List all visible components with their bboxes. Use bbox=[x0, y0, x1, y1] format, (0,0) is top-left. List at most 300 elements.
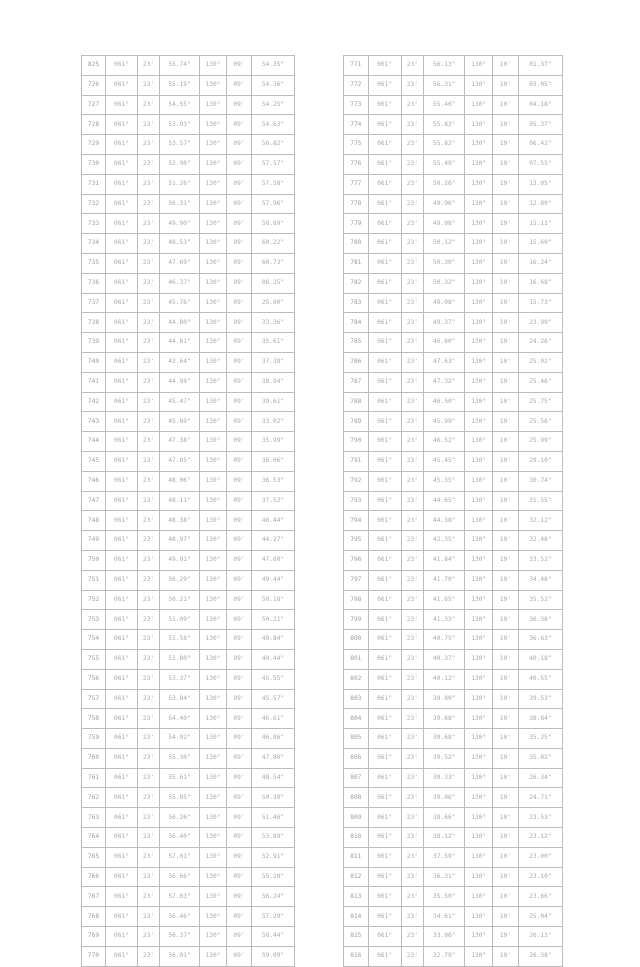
lat-minutes-cell: 23' bbox=[138, 234, 160, 254]
lon-degrees-cell: 130° bbox=[200, 135, 227, 155]
lon-seconds-cell: 15.60" bbox=[518, 234, 562, 254]
lon-degrees-cell: 130° bbox=[200, 432, 227, 452]
table-row bbox=[82, 630, 295, 650]
lat-minutes-cell: 23' bbox=[401, 907, 424, 927]
lat-minutes-cell: 23' bbox=[401, 75, 424, 95]
lat-seconds-cell: 42.35" bbox=[424, 531, 465, 551]
lat-seconds-cell: 55.85" bbox=[160, 788, 200, 808]
point-number-cell: 778 bbox=[344, 194, 369, 214]
lon-minutes-cell: 09' bbox=[227, 253, 252, 273]
point-number-cell: 732 bbox=[82, 194, 106, 214]
lat-degrees-cell: 061° bbox=[106, 115, 138, 135]
table-row bbox=[82, 95, 295, 115]
lon-minutes-cell: 10' bbox=[493, 887, 519, 907]
lon-degrees-cell: 130° bbox=[465, 333, 493, 353]
lat-degrees-cell: 061° bbox=[106, 174, 138, 194]
lon-degrees-cell: 130° bbox=[465, 610, 493, 630]
lat-degrees-cell: 061° bbox=[106, 649, 138, 669]
lat-minutes-cell: 23' bbox=[138, 887, 160, 907]
table-row bbox=[82, 174, 295, 194]
lat-degrees-cell: 061° bbox=[368, 689, 401, 709]
lon-minutes-cell: 10' bbox=[493, 828, 519, 848]
table-row bbox=[344, 75, 563, 95]
table-row bbox=[344, 630, 563, 650]
lon-seconds-cell: 33.52" bbox=[518, 550, 562, 570]
point-number-cell: 763 bbox=[82, 808, 106, 828]
table-row bbox=[82, 293, 295, 313]
lon-seconds-cell: 04.18" bbox=[518, 95, 562, 115]
lat-seconds-cell: 40.37" bbox=[424, 649, 465, 669]
lat-minutes-cell: 23' bbox=[401, 333, 424, 353]
lon-minutes-cell: 09' bbox=[227, 570, 252, 590]
lat-seconds-cell: 44.38" bbox=[424, 511, 465, 531]
lat-seconds-cell: 56.40" bbox=[160, 828, 200, 848]
lat-seconds-cell: 49.91" bbox=[160, 550, 200, 570]
lat-seconds-cell: 53.84" bbox=[160, 689, 200, 709]
lon-degrees-cell: 130° bbox=[465, 115, 493, 135]
point-number-cell: 781 bbox=[344, 253, 369, 273]
point-number-cell: 754 bbox=[82, 630, 106, 650]
lat-degrees-cell: 061° bbox=[368, 649, 401, 669]
lon-seconds-cell: 40.44" bbox=[252, 511, 295, 531]
lat-degrees-cell: 061° bbox=[106, 570, 138, 590]
lon-minutes-cell: 09' bbox=[227, 788, 252, 808]
point-number-cell: 767 bbox=[82, 887, 106, 907]
lat-minutes-cell: 23' bbox=[401, 887, 424, 907]
lat-minutes-cell: 23' bbox=[138, 95, 160, 115]
lon-seconds-cell: 23.66" bbox=[518, 887, 562, 907]
lat-degrees-cell: 061° bbox=[368, 56, 401, 76]
lon-degrees-cell: 130° bbox=[200, 56, 227, 76]
lat-seconds-cell: 49.96" bbox=[424, 194, 465, 214]
lon-degrees-cell: 130° bbox=[200, 412, 227, 432]
lat-minutes-cell: 23' bbox=[401, 511, 424, 531]
lon-degrees-cell: 130° bbox=[465, 56, 493, 76]
lat-seconds-cell: 33.96" bbox=[424, 927, 465, 947]
lat-degrees-cell: 061° bbox=[106, 451, 138, 471]
lon-minutes-cell: 09' bbox=[227, 511, 252, 531]
lon-minutes-cell: 09' bbox=[227, 867, 252, 887]
lon-seconds-cell: 36.06" bbox=[252, 451, 295, 471]
lon-degrees-cell: 130° bbox=[200, 273, 227, 293]
lat-seconds-cell: 56.01" bbox=[160, 946, 200, 966]
lon-minutes-cell: 09' bbox=[227, 333, 252, 353]
table-row bbox=[344, 154, 563, 174]
table-row bbox=[344, 352, 563, 372]
lon-minutes-cell: 10' bbox=[493, 333, 519, 353]
lat-seconds-cell: 43.64" bbox=[160, 352, 200, 372]
lat-seconds-cell: 45.89" bbox=[160, 412, 200, 432]
lat-minutes-cell: 23' bbox=[138, 610, 160, 630]
lon-seconds-cell: 01.37" bbox=[518, 56, 562, 76]
lat-minutes-cell: 23' bbox=[138, 273, 160, 293]
lon-degrees-cell: 130° bbox=[465, 293, 493, 313]
lon-minutes-cell: 10' bbox=[493, 709, 519, 729]
lat-minutes-cell: 23' bbox=[138, 828, 160, 848]
lat-seconds-cell: 48.11" bbox=[160, 491, 200, 511]
lon-seconds-cell: 31.55" bbox=[518, 491, 562, 511]
lon-degrees-cell: 130° bbox=[200, 669, 227, 689]
table-row bbox=[82, 471, 295, 491]
lon-minutes-cell: 10' bbox=[493, 56, 519, 76]
lon-seconds-cell: 24.71" bbox=[518, 788, 562, 808]
lat-seconds-cell: 47.63" bbox=[424, 352, 465, 372]
lon-seconds-cell: 54.63" bbox=[252, 115, 295, 135]
lat-minutes-cell: 23' bbox=[401, 669, 424, 689]
lon-minutes-cell: 09' bbox=[227, 471, 252, 491]
lat-seconds-cell: 40.75" bbox=[424, 630, 465, 650]
lon-degrees-cell: 130° bbox=[465, 194, 493, 214]
lon-minutes-cell: 10' bbox=[493, 392, 519, 412]
lat-degrees-cell: 061° bbox=[106, 392, 138, 412]
point-number-cell: 793 bbox=[344, 491, 369, 511]
lon-degrees-cell: 130° bbox=[465, 214, 493, 234]
lat-seconds-cell: 40.12" bbox=[424, 669, 465, 689]
lon-degrees-cell: 130° bbox=[465, 729, 493, 749]
lat-degrees-cell: 061° bbox=[368, 135, 401, 155]
lon-degrees-cell: 130° bbox=[200, 590, 227, 610]
lat-degrees-cell: 061° bbox=[106, 689, 138, 709]
lat-seconds-cell: 44.65" bbox=[424, 491, 465, 511]
lat-seconds-cell: 55.61" bbox=[160, 768, 200, 788]
lat-seconds-cell: 45.47" bbox=[160, 392, 200, 412]
lat-degrees-cell: 061° bbox=[106, 748, 138, 768]
lat-degrees-cell: 061° bbox=[368, 75, 401, 95]
point-number-cell: 825 bbox=[82, 56, 106, 76]
point-number-cell: 731 bbox=[82, 174, 106, 194]
lon-minutes-cell: 10' bbox=[493, 432, 519, 452]
lon-degrees-cell: 130° bbox=[200, 570, 227, 590]
point-number-cell: 748 bbox=[82, 511, 106, 531]
point-number-cell: 797 bbox=[344, 570, 369, 590]
lat-degrees-cell: 061° bbox=[106, 313, 138, 333]
point-number-cell: 734 bbox=[82, 234, 106, 254]
lat-minutes-cell: 23' bbox=[138, 214, 160, 234]
lon-degrees-cell: 130° bbox=[200, 214, 227, 234]
point-number-cell: 770 bbox=[82, 946, 106, 966]
lat-minutes-cell: 23' bbox=[401, 590, 424, 610]
lat-seconds-cell: 47.38" bbox=[160, 432, 200, 452]
point-number-cell: 758 bbox=[82, 709, 106, 729]
lon-seconds-cell: 60.22" bbox=[252, 234, 295, 254]
table-row bbox=[82, 867, 295, 887]
lat-seconds-cell: 45.76" bbox=[160, 293, 200, 313]
lon-seconds-cell: 35.52" bbox=[518, 590, 562, 610]
lon-minutes-cell: 10' bbox=[493, 946, 519, 966]
lat-seconds-cell: 53.93" bbox=[160, 115, 200, 135]
lat-degrees-cell: 061° bbox=[106, 75, 138, 95]
lon-minutes-cell: 10' bbox=[493, 372, 519, 392]
point-number-cell: 815 bbox=[344, 927, 369, 947]
lon-minutes-cell: 09' bbox=[227, 610, 252, 630]
lon-minutes-cell: 09' bbox=[227, 491, 252, 511]
lon-seconds-cell: 39.61" bbox=[252, 392, 295, 412]
lat-seconds-cell: 45.35" bbox=[424, 471, 465, 491]
point-number-cell: 813 bbox=[344, 887, 369, 907]
lat-degrees-cell: 061° bbox=[368, 867, 401, 887]
lat-minutes-cell: 23' bbox=[401, 115, 424, 135]
lon-degrees-cell: 130° bbox=[200, 95, 227, 115]
lat-seconds-cell: 47.32" bbox=[424, 372, 465, 392]
lat-minutes-cell: 23' bbox=[138, 531, 160, 551]
lat-degrees-cell: 061° bbox=[368, 115, 401, 135]
lat-minutes-cell: 23' bbox=[138, 352, 160, 372]
lat-seconds-cell: 48.38" bbox=[160, 511, 200, 531]
lon-minutes-cell: 10' bbox=[493, 927, 519, 947]
lon-minutes-cell: 09' bbox=[227, 154, 252, 174]
table-row bbox=[344, 946, 563, 966]
lat-degrees-cell: 061° bbox=[368, 174, 401, 194]
lon-minutes-cell: 09' bbox=[227, 748, 252, 768]
lon-seconds-cell: 33.02" bbox=[252, 412, 295, 432]
lat-minutes-cell: 23' bbox=[138, 174, 160, 194]
lon-degrees-cell: 130° bbox=[465, 689, 493, 709]
lon-degrees-cell: 130° bbox=[200, 491, 227, 511]
lon-degrees-cell: 130° bbox=[465, 451, 493, 471]
lon-minutes-cell: 09' bbox=[227, 847, 252, 867]
lat-degrees-cell: 061° bbox=[106, 729, 138, 749]
lon-degrees-cell: 130° bbox=[465, 253, 493, 273]
lat-degrees-cell: 061° bbox=[106, 550, 138, 570]
lat-seconds-cell: 54.40" bbox=[160, 709, 200, 729]
lat-minutes-cell: 23' bbox=[138, 511, 160, 531]
table-row bbox=[82, 313, 295, 333]
point-number-cell: 794 bbox=[344, 511, 369, 531]
lat-seconds-cell: 52.90" bbox=[160, 154, 200, 174]
point-number-cell: 791 bbox=[344, 451, 369, 471]
lon-seconds-cell: 29.10" bbox=[518, 451, 562, 471]
table-row bbox=[344, 828, 563, 848]
table-row bbox=[344, 689, 563, 709]
lat-seconds-cell: 39.52" bbox=[424, 748, 465, 768]
lat-seconds-cell: 55.19" bbox=[160, 75, 200, 95]
lat-seconds-cell: 46.60" bbox=[424, 333, 465, 353]
lon-degrees-cell: 130° bbox=[200, 392, 227, 412]
lon-degrees-cell: 130° bbox=[200, 748, 227, 768]
lat-minutes-cell: 23' bbox=[401, 709, 424, 729]
lat-degrees-cell: 061° bbox=[368, 709, 401, 729]
table-row bbox=[82, 946, 295, 966]
lon-seconds-cell: 36.63" bbox=[518, 630, 562, 650]
table-row bbox=[82, 412, 295, 432]
lat-seconds-cell: 32.79" bbox=[424, 946, 465, 966]
lat-degrees-cell: 061° bbox=[106, 194, 138, 214]
lat-minutes-cell: 23' bbox=[138, 194, 160, 214]
lon-degrees-cell: 130° bbox=[465, 550, 493, 570]
lat-minutes-cell: 23' bbox=[401, 214, 424, 234]
lon-minutes-cell: 09' bbox=[227, 273, 252, 293]
point-number-cell: 733 bbox=[82, 214, 106, 234]
lon-minutes-cell: 09' bbox=[227, 828, 252, 848]
lon-seconds-cell: 25.99" bbox=[518, 432, 562, 452]
lat-minutes-cell: 23' bbox=[401, 788, 424, 808]
lat-degrees-cell: 061° bbox=[368, 788, 401, 808]
lat-seconds-cell: 39.68" bbox=[424, 729, 465, 749]
point-number-cell: 801 bbox=[344, 649, 369, 669]
lon-seconds-cell: 25.04" bbox=[518, 907, 562, 927]
point-number-cell: 745 bbox=[82, 451, 106, 471]
lat-seconds-cell: 50.12" bbox=[424, 234, 465, 254]
point-number-cell: 751 bbox=[82, 570, 106, 590]
point-number-cell: 773 bbox=[344, 95, 369, 115]
point-number-cell: 736 bbox=[82, 273, 106, 293]
lon-seconds-cell: 25.02" bbox=[518, 352, 562, 372]
lat-degrees-cell: 061° bbox=[368, 531, 401, 551]
lat-seconds-cell: 57.01" bbox=[160, 847, 200, 867]
lon-minutes-cell: 09' bbox=[227, 590, 252, 610]
lon-seconds-cell: 35.61" bbox=[252, 333, 295, 353]
lon-seconds-cell: 58.44" bbox=[252, 927, 295, 947]
lat-minutes-cell: 23' bbox=[138, 570, 160, 590]
lon-degrees-cell: 130° bbox=[465, 649, 493, 669]
lon-minutes-cell: 10' bbox=[493, 511, 519, 531]
point-number-cell: 749 bbox=[82, 531, 106, 551]
lat-minutes-cell: 23' bbox=[138, 293, 160, 313]
lat-seconds-cell: 41.70" bbox=[424, 570, 465, 590]
lon-degrees-cell: 130° bbox=[465, 75, 493, 95]
lat-seconds-cell: 50.26" bbox=[424, 174, 465, 194]
table-row bbox=[344, 333, 563, 353]
lon-minutes-cell: 10' bbox=[493, 669, 519, 689]
lat-degrees-cell: 061° bbox=[106, 214, 138, 234]
lon-minutes-cell: 09' bbox=[227, 808, 252, 828]
lon-degrees-cell: 130° bbox=[200, 372, 227, 392]
table-row bbox=[82, 253, 295, 273]
lat-degrees-cell: 061° bbox=[106, 768, 138, 788]
point-number-cell: 756 bbox=[82, 669, 106, 689]
lon-degrees-cell: 130° bbox=[200, 768, 227, 788]
lon-seconds-cell: 40.55" bbox=[518, 669, 562, 689]
lat-degrees-cell: 061° bbox=[368, 214, 401, 234]
lat-degrees-cell: 061° bbox=[106, 511, 138, 531]
lat-minutes-cell: 23' bbox=[401, 748, 424, 768]
lat-seconds-cell: 38.66" bbox=[424, 808, 465, 828]
lat-seconds-cell: 50.29" bbox=[160, 570, 200, 590]
lat-minutes-cell: 23' bbox=[138, 451, 160, 471]
point-number-cell: 762 bbox=[82, 788, 106, 808]
lat-minutes-cell: 23' bbox=[401, 194, 424, 214]
lon-degrees-cell: 130° bbox=[465, 590, 493, 610]
point-number-cell: 746 bbox=[82, 471, 106, 491]
lat-degrees-cell: 061° bbox=[368, 194, 401, 214]
lat-seconds-cell: 54.55" bbox=[160, 95, 200, 115]
lat-degrees-cell: 061° bbox=[368, 828, 401, 848]
lon-degrees-cell: 130° bbox=[200, 907, 227, 927]
lon-seconds-cell: 47.80" bbox=[252, 748, 295, 768]
lat-degrees-cell: 061° bbox=[368, 293, 401, 313]
lat-minutes-cell: 23' bbox=[138, 808, 160, 828]
lat-seconds-cell: 55.82" bbox=[424, 135, 465, 155]
lon-degrees-cell: 130° bbox=[465, 709, 493, 729]
lon-seconds-cell: 57.57" bbox=[252, 154, 295, 174]
lat-degrees-cell: 061° bbox=[106, 352, 138, 372]
lon-seconds-cell: 32.12" bbox=[518, 511, 562, 531]
table-row bbox=[82, 887, 295, 907]
point-number-cell: 726 bbox=[82, 75, 106, 95]
lon-degrees-cell: 130° bbox=[465, 313, 493, 333]
point-number-cell: 785 bbox=[344, 333, 369, 353]
point-number-cell: 759 bbox=[82, 729, 106, 749]
table-row bbox=[344, 56, 563, 76]
lon-seconds-cell: 23.12" bbox=[518, 828, 562, 848]
table-row bbox=[344, 867, 563, 887]
lat-seconds-cell: 55.30" bbox=[160, 748, 200, 768]
point-number-cell: 728 bbox=[82, 115, 106, 135]
point-number-cell: 786 bbox=[344, 352, 369, 372]
lat-minutes-cell: 23' bbox=[401, 729, 424, 749]
lon-seconds-cell: 59.09" bbox=[252, 946, 295, 966]
point-number-cell: 737 bbox=[82, 293, 106, 313]
lat-degrees-cell: 061° bbox=[368, 847, 401, 867]
lat-minutes-cell: 23' bbox=[138, 115, 160, 135]
coordinate-table-right bbox=[343, 55, 563, 967]
lon-seconds-cell: 46.61" bbox=[252, 709, 295, 729]
table-row bbox=[82, 847, 295, 867]
lon-degrees-cell: 130° bbox=[200, 352, 227, 372]
lon-minutes-cell: 09' bbox=[227, 392, 252, 412]
lat-minutes-cell: 23' bbox=[401, 847, 424, 867]
lon-minutes-cell: 10' bbox=[493, 313, 519, 333]
lon-degrees-cell: 130° bbox=[465, 234, 493, 254]
lon-minutes-cell: 09' bbox=[227, 907, 252, 927]
lat-minutes-cell: 23' bbox=[138, 471, 160, 491]
lon-seconds-cell: 46.86" bbox=[252, 729, 295, 749]
lat-seconds-cell: 35.50" bbox=[424, 887, 465, 907]
lat-seconds-cell: 49.08" bbox=[424, 293, 465, 313]
lat-minutes-cell: 23' bbox=[401, 293, 424, 313]
lon-seconds-cell: 49.44" bbox=[252, 649, 295, 669]
lon-seconds-cell: 26.13" bbox=[518, 927, 562, 947]
lon-minutes-cell: 09' bbox=[227, 550, 252, 570]
lat-minutes-cell: 23' bbox=[138, 75, 160, 95]
lat-minutes-cell: 23' bbox=[138, 709, 160, 729]
table-row bbox=[344, 253, 563, 273]
lon-degrees-cell: 130° bbox=[200, 531, 227, 551]
lon-seconds-cell: 25.00" bbox=[252, 293, 295, 313]
lon-degrees-cell: 130° bbox=[465, 570, 493, 590]
lat-seconds-cell: 47.85" bbox=[160, 451, 200, 471]
lon-minutes-cell: 09' bbox=[227, 194, 252, 214]
table-row bbox=[344, 174, 563, 194]
lat-degrees-cell: 061° bbox=[368, 729, 401, 749]
lat-seconds-cell: 54.92" bbox=[160, 729, 200, 749]
lon-minutes-cell: 10' bbox=[493, 550, 519, 570]
lon-degrees-cell: 130° bbox=[200, 550, 227, 570]
table-row bbox=[82, 234, 295, 254]
lat-seconds-cell: 47.69" bbox=[160, 253, 200, 273]
point-number-cell: 740 bbox=[82, 352, 106, 372]
lat-degrees-cell: 061° bbox=[106, 471, 138, 491]
lon-seconds-cell: 56.82" bbox=[252, 135, 295, 155]
lon-seconds-cell: 48.54" bbox=[252, 768, 295, 788]
lon-minutes-cell: 10' bbox=[493, 135, 519, 155]
table-row bbox=[344, 649, 563, 669]
table-row bbox=[344, 610, 563, 630]
lat-degrees-cell: 061° bbox=[368, 570, 401, 590]
lon-minutes-cell: 10' bbox=[493, 115, 519, 135]
lon-minutes-cell: 09' bbox=[227, 531, 252, 551]
point-number-cell: 804 bbox=[344, 709, 369, 729]
lon-seconds-cell: 36.53" bbox=[252, 471, 295, 491]
lat-seconds-cell: 41.33" bbox=[424, 610, 465, 630]
lat-minutes-cell: 23' bbox=[138, 412, 160, 432]
lat-degrees-cell: 061° bbox=[368, 946, 401, 966]
table-row bbox=[344, 531, 563, 551]
lon-seconds-cell: 15.73" bbox=[518, 293, 562, 313]
lat-degrees-cell: 061° bbox=[106, 927, 138, 947]
table-row bbox=[82, 610, 295, 630]
lon-degrees-cell: 130° bbox=[465, 847, 493, 867]
